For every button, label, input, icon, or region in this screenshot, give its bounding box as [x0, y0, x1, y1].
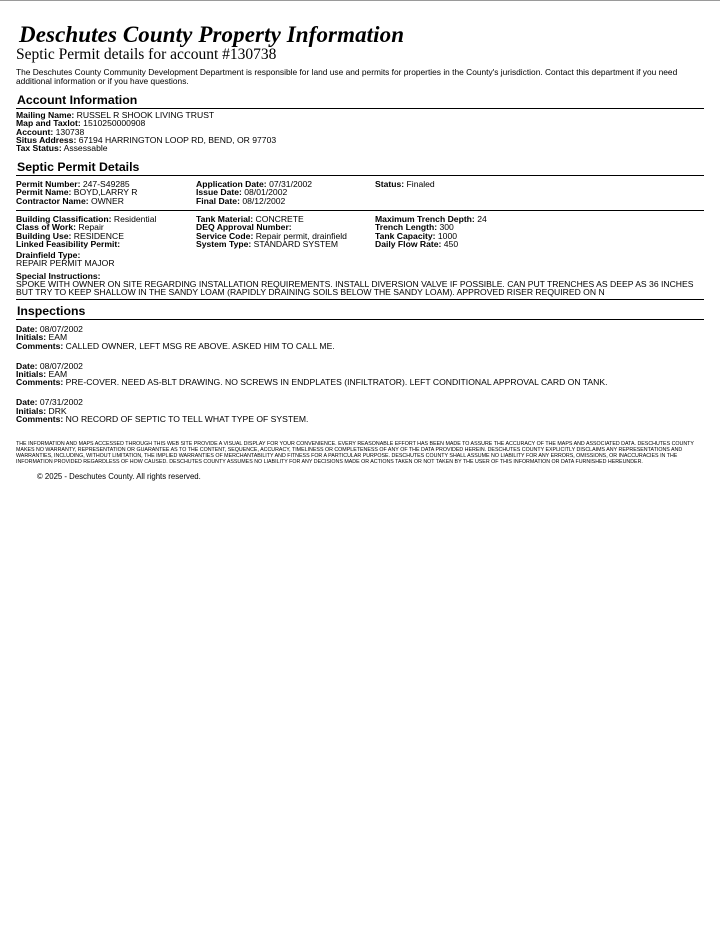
- inspection-date-row: [16, 398, 704, 406]
- intro-text: The Deschutes County Community Development Department is responsible for land use and permits for properties in the County's jurisdiction. Contact this department if you need additional information or if you have questions.: [16, 67, 678, 86]
- field-label: Mailing Name:: [16, 110, 75, 121]
- septic-permit-grid: [16, 180, 704, 206]
- field-label: Permit Name:: [16, 187, 72, 198]
- permit-column: [16, 180, 137, 205]
- page-subtitle: Septic Permit details for account #130738: [16, 46, 277, 63]
- field-value: CALLED OWNER, LEFT MSG RE ABOVE. ASKED HIM TO CALL ME.: [65, 340, 335, 351]
- field-label: Date:: [16, 397, 38, 408]
- field-value: 07/31/2002: [269, 179, 313, 190]
- field-value: Assessable: [63, 143, 108, 153]
- field-label: Comments:: [16, 340, 64, 351]
- status-column: [375, 180, 435, 188]
- field-value: RUSSEL R SHOOK LIVING TRUST: [76, 110, 215, 121]
- field-label: Special Instructions:: [16, 270, 101, 281]
- field-value: 300: [439, 222, 454, 233]
- situs-address-row: [16, 136, 704, 144]
- field-label: Comments:: [16, 413, 64, 424]
- inspection-date-row: [16, 362, 704, 370]
- top-border: [0, 0, 720, 1]
- special-instructions-block: [16, 272, 704, 297]
- septic-system-grid: [16, 215, 704, 249]
- field-value: DRK: [48, 405, 67, 416]
- field-value: CONCRETE: [255, 214, 304, 225]
- field-value: RESIDENCE: [73, 230, 124, 241]
- field-label: Initials:: [16, 369, 47, 380]
- field-label: Building Use:: [16, 230, 72, 241]
- field-value: 08/12/2002: [242, 195, 286, 206]
- status-row: [375, 180, 435, 188]
- special-instructions-value: SPOKE WITH OWNER ON SITE REGARDING INSTALLATION REQUIREMENTS. INSTALL DIVERSION VALVE IF POSSIBLE. CAN PUT TRENCHES AS DEEP AS 36 INCHES BUT TRY TO KEEP SHALLOW IN THE SANDY LOAM (RAPIDLY DRAINING SOILS BELOW THE SANDY LOAM). APPROVED RISER REQUIRED ON N: [16, 278, 694, 298]
- field-value: 1000: [437, 230, 458, 241]
- field-value: EAM: [48, 332, 68, 343]
- field-value: Repair: [78, 222, 104, 233]
- field-value: 08/07/2002: [39, 360, 83, 371]
- field-label: Maximum Trench Depth:: [375, 214, 475, 225]
- inspection-date-row: [16, 325, 704, 333]
- field-value: 07/31/2002: [39, 397, 83, 408]
- map-taxlot-row: [16, 119, 704, 127]
- field-label: Initials:: [16, 332, 47, 343]
- field-label: Application Date:: [196, 179, 267, 190]
- final-date-row: [196, 197, 312, 205]
- field-label: Initials:: [16, 405, 47, 416]
- field-value: STANDARD SYSTEM: [253, 238, 338, 249]
- field-label: Daily Flow Rate:: [375, 238, 442, 249]
- field-value: NO RECORD OF SEPTIC TO TELL WHAT TYPE OF SYSTEM.: [65, 413, 309, 424]
- property-report: [16, 20, 704, 481]
- field-value: 08/01/2002: [244, 187, 288, 198]
- field-label: DEQ Approval Number:: [196, 222, 292, 233]
- drainfield-block: [16, 251, 704, 267]
- field-label: Tax Status:: [16, 143, 62, 153]
- field-label: Issue Date:: [196, 187, 242, 198]
- field-label: Service Code:: [196, 230, 254, 241]
- field-label: Date:: [16, 360, 38, 371]
- field-label: Final Date:: [196, 195, 240, 206]
- system-type-row: [196, 240, 347, 248]
- tax-status-row: [16, 144, 704, 152]
- field-value: 1510250000908: [83, 118, 146, 129]
- inspection-entry: [16, 398, 704, 423]
- inspection-comments-row: [16, 378, 704, 386]
- field-value: 450: [443, 238, 459, 249]
- trench-column: [375, 215, 487, 248]
- inspection-comments-row: [16, 415, 704, 423]
- field-label: Drainfield Type:: [16, 250, 81, 261]
- field-value: 24: [477, 214, 487, 225]
- field-value: 08/07/2002: [39, 324, 83, 335]
- field-value: OWNER: [90, 195, 124, 206]
- field-value: PRE-COVER. NEED AS-BLT DRAWING. NO SCREWS IN ENDPLATES (INFILTRATOR). LEFT CONDITIONAL APPROVAL CARD ON TANK.: [65, 377, 608, 388]
- classification-column: [16, 215, 156, 248]
- field-label: Comments:: [16, 377, 64, 388]
- field-value: 130738: [55, 126, 85, 137]
- field-value: BOYD,LARRY R: [73, 187, 138, 198]
- field-label: Linked Feasibility Permit:: [16, 238, 121, 249]
- septic-divider: [16, 210, 704, 211]
- field-label: Building Classification:: [16, 214, 112, 225]
- field-label: Permit Number:: [16, 179, 81, 190]
- field-value: 67194 HARRINGTON LOOP RD, BEND, OR 97703: [78, 134, 277, 145]
- field-label: Situs Address:: [16, 134, 77, 145]
- field-label: Tank Capacity:: [375, 230, 436, 241]
- account-fields: [16, 111, 704, 152]
- inspection-entry: [16, 362, 704, 387]
- disclaimer-text: THE INFORMATION AND MAPS ACCESSED THROUGH THIS WEB SITE PROVIDE A VISUAL DISPLAY FOR YOUR CONVENIENCE. EVERY REASONABLE EFFORT HAS BEEN MADE TO ASSURE THE ACCURACY OF THE MAPS AND ASSOCIATED DATA. DESCHUTES COUNTY MAKES NO WARRANTY, REPRESENTATION OR GUARANTEE AS TO THE CONTENT, SEQUENCE, ACCURACY, TIMELINESS OR COMPLETENESS OF ANY OF THE DATA PROVIDED HEREIN. DESCHUTES COUNTY EXPLICITLY DISCLAIMS ANY REPRESENTATIONS AND WARRANTIES, INCLUDING, WITHOUT LIMITATION, THE IMPLIED WARRANTIES OF MERCHANTABILITY AND FITNESS FOR A PARTICULAR PURPOSE. DESCHUTES COUNTY SHALL ASSUME NO LIABILITY FOR ANY ERRORS, OMISSIONS, OR INACCURACIES IN THE INFORMATION PROVIDED REGARDLESS OF HOW CAUSED. DESCHUTES COUNTY ASSUMES NO LIABILITY FOR ANY DECISIONS MADE OR ACTIONS TAKEN OR NOT TAKEN BY THE USER OF THIS INFORMATION OR DATA FURNISHED HEREUNDER.: [16, 441, 694, 466]
- field-value: Repair permit, drainfield: [255, 230, 347, 241]
- contractor-name-row: [16, 197, 137, 205]
- field-value: 247-S49285: [82, 179, 130, 190]
- tank-column: [196, 215, 347, 248]
- inspection-entry: [16, 325, 704, 350]
- field-value: Finaled: [406, 179, 435, 190]
- septic-section-heading: Septic Permit Details: [16, 161, 704, 176]
- field-label: Class of Work:: [16, 222, 77, 233]
- daily-flow-rate-row: [375, 240, 487, 248]
- field-label: Tank Material:: [196, 214, 254, 225]
- dates-column: [196, 180, 312, 205]
- field-label: Status:: [375, 179, 405, 190]
- inspection-comments-row: [16, 342, 704, 350]
- septic-bottom-divider: [16, 299, 704, 300]
- field-label: Date:: [16, 324, 38, 335]
- copyright-text: © 2025 - Deschutes County. All rights reserved.: [37, 472, 201, 482]
- field-label: Map and Taxlot:: [16, 118, 81, 129]
- page-title: Deschutes County Property Information: [19, 22, 405, 47]
- drainfield-value: REPAIR PERMIT MAJOR: [16, 258, 115, 269]
- inspections-section-heading: Inspections: [16, 305, 704, 320]
- linked-feasibility-row: [16, 240, 156, 248]
- account-section-heading: Account Information: [16, 94, 704, 109]
- field-label: Trench Length:: [375, 222, 438, 233]
- field-label: Account:: [16, 126, 54, 137]
- field-label: System Type:: [196, 238, 252, 249]
- field-label: Contractor Name:: [16, 195, 89, 206]
- field-value: EAM: [48, 369, 68, 380]
- drainfield-label: [16, 251, 704, 259]
- field-value: Residential: [113, 214, 157, 225]
